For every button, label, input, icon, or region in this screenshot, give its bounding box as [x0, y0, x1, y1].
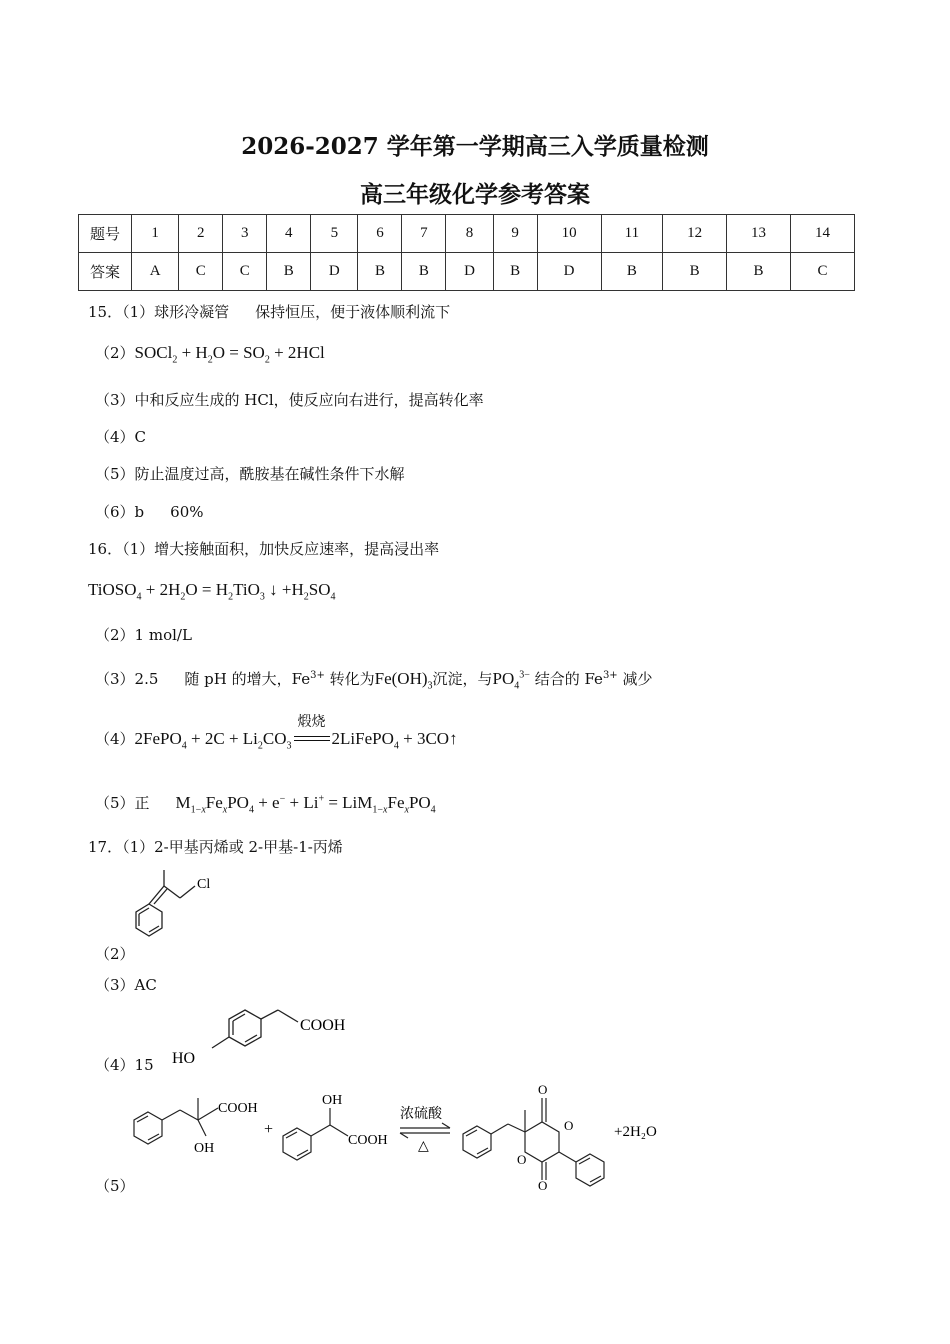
ring-o-upper: O	[564, 1118, 574, 1133]
table-cell: C	[179, 253, 223, 291]
table-cell: 4	[267, 215, 311, 253]
oh-label-1: OH	[194, 1141, 215, 1156]
row-label: 答案	[79, 253, 132, 291]
page-subtitle: 高三年级化学参考答案	[360, 181, 590, 208]
ho-label: HO	[172, 1050, 196, 1067]
q17-part2: （2）	[95, 945, 135, 963]
q16-part2: （2）1 mol/L	[95, 626, 192, 644]
q16-part3-b: 转化为	[329, 670, 375, 688]
q15-part1	[88, 301, 450, 322]
q16-part4-label: （4）	[95, 730, 135, 748]
q15-part1-label: 15．（1）球形冷凝管	[88, 303, 230, 321]
table-cell: D	[311, 253, 358, 291]
equation-cathode: $M_{1-x}Fe_xPO_4 + e^- + Li^+ = LiM_{1-x}Fe_xPO_4$	[175, 793, 436, 816]
plus-sign: +	[264, 1121, 274, 1138]
table-cell: D	[537, 253, 601, 291]
q16-part5	[95, 792, 436, 815]
q15-part6	[95, 501, 204, 522]
catalyst-label: 浓硫酸	[400, 1107, 442, 1122]
q16-part3-a: 随 pH 的增大，Fe	[184, 670, 311, 688]
carbonyl-o-bottom: O	[538, 1178, 548, 1190]
table-cell: B	[358, 253, 402, 291]
carbonyl-o-top: O	[538, 1082, 548, 1097]
table-row-answers	[79, 253, 855, 291]
table-cell: B	[663, 253, 727, 291]
page-title: 2026-2027 学年第一学期高三入学质量检测	[241, 133, 709, 160]
table-cell: C	[790, 253, 854, 291]
calcination-arrow	[292, 714, 332, 747]
q15-part6-label: （6）b	[95, 503, 145, 521]
q16-part4: （4）2FePO$_4$ + $2C + Li_2CO_3$ 煅烧 2LiFePO$_4$ + 3CO↑	[95, 728, 458, 751]
q15-part1-text: 保持恒压，便于液体顺利流下	[255, 303, 451, 321]
equation-tioso4-hydrolysis: TiOSO$_4$ + $2H_2O = H_2TiO_3$ ↓ $+H_2SO_4$	[88, 580, 336, 603]
table-cell: 9	[493, 215, 537, 253]
q16-part3-e: 减少	[622, 670, 653, 688]
q15-part2-label: （2）	[95, 344, 135, 362]
q16-part3: （3）2.5 随 pH 的增大，$Fe^{3+}$ 转化为$Fe(OH)_3$沉淀，与$PO_4^{3-}$ 结合的 $Fe^{3+}$ 减少	[95, 669, 653, 692]
q15-part5: （5）防止温度过高，酰胺基在碱性条件下水解	[95, 465, 405, 483]
q15-part6-value: 60%	[170, 503, 204, 521]
q16-part4-condition: 煅烧	[297, 714, 326, 730]
table-cell: 2	[179, 215, 223, 253]
q16-part3-c: 沉淀，与	[432, 670, 493, 688]
q17-part3: （3）AC	[95, 976, 157, 994]
row-label: 题号	[79, 215, 132, 253]
table-cell: B	[267, 253, 311, 291]
table-cell: C	[223, 253, 267, 291]
cooh-label-2: COOH	[348, 1133, 388, 1148]
table-cell: A	[132, 253, 179, 291]
q16-part5-label: （5）正	[95, 794, 150, 812]
table-cell: 5	[311, 215, 358, 253]
chlorine-label: Cl	[197, 877, 211, 892]
table-cell: B	[601, 253, 663, 291]
structure-hydroxyphenylacetic-acid	[170, 1000, 370, 1075]
q16-part3-label: （3）2.5	[95, 670, 159, 688]
table-cell: 7	[402, 215, 446, 253]
q17-part1: 17．（1）2-甲基丙烯或 2-甲基-1-丙烯	[88, 838, 343, 856]
table-cell: B	[493, 253, 537, 291]
cooh-label-1: COOH	[218, 1101, 258, 1116]
table-cell: 1	[132, 215, 179, 253]
table-cell: 6	[358, 215, 402, 253]
table-cell: D	[446, 253, 493, 291]
q16-part3-d: 结合的 Fe	[534, 670, 603, 688]
heat-symbol: △	[418, 1139, 429, 1154]
cooh-label: COOH	[300, 1017, 346, 1034]
table-cell: 3	[223, 215, 267, 253]
oh-label-2: OH	[322, 1093, 343, 1108]
q15-part4: （4）C	[95, 428, 147, 446]
q17-part4: （4）15	[95, 1056, 154, 1074]
water-product: +2H₂O	[614, 1124, 657, 1140]
table-cell: B	[727, 253, 791, 291]
table-cell: B	[402, 253, 446, 291]
table-cell: 12	[663, 215, 727, 253]
table-cell: 10	[537, 215, 601, 253]
equation-socl2-hydrolysis: SOCl$_2$ + $H_2O = SO_2 + 2HCl$	[134, 343, 325, 366]
answer-table	[78, 214, 855, 291]
structure-chloro-alkene	[120, 866, 230, 956]
table-cell: 8	[446, 215, 493, 253]
q15-part2	[95, 342, 325, 365]
q17-part5: （5）	[95, 1177, 135, 1195]
esterification-reaction	[120, 1080, 680, 1190]
ring-o-lower: O	[517, 1152, 527, 1167]
table-cell: 13	[727, 215, 791, 253]
table-cell: 11	[601, 215, 663, 253]
q16-part1: 16．（1）增大接触面积，加快反应速率，提高浸出率	[88, 540, 440, 558]
table-cell: 14	[790, 215, 854, 253]
q15-part3: （3）中和反应生成的 HCl，使反应向右进行，提高转化率	[95, 391, 484, 409]
table-row-numbers	[79, 215, 855, 253]
